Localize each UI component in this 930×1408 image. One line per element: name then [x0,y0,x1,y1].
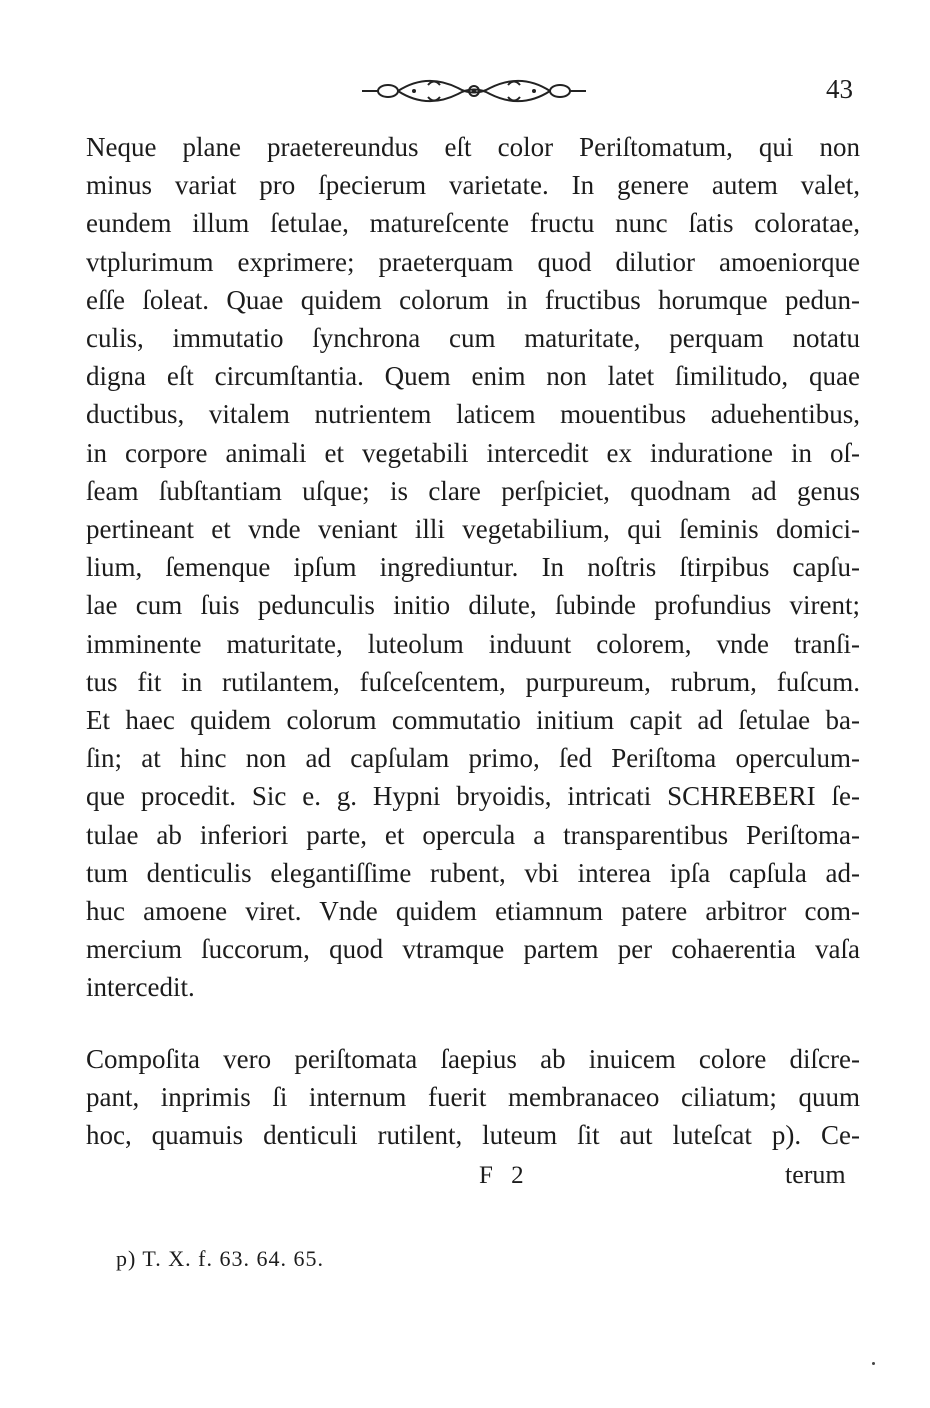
text-line: culis, immutatio ſynchrona cum maturitate, perquam notatu [86,323,860,354]
text-line: ductibus, vitalem nutrientem laticem mouentibus aduehentibus, [86,399,860,430]
text-line: digna eſt circumſtantia. Quem enim non latet ſimilitudo, quae [86,361,860,392]
text-line: tulae ab inferiori parte, et opercula a transparentibus Periſtoma- [86,819,860,850]
text-line: ſeam ſubſtantiam uſque; is clare perſpiciet, quodnam ad genus [86,475,860,506]
text-line: imminente maturitate, luteolum induunt colorem, vnde tranſi- [86,628,860,659]
text-line: mercium ſuccorum, quod vtramque partem per cohaerentia vaſa [86,934,860,965]
ink-speck [872,1362,875,1365]
text-line: in corpore animali et vegetabili intercedit ex induratione in oſ- [86,437,860,468]
text-line: lium, ſemenque ipſum ingrediuntur. In noſtris ſtirpibus capſu- [86,552,860,583]
text-line: que procedit. Sic e. g. Hypni bryoidis, intricati SCHREBERI ſe- [86,781,860,812]
page-number: 43 [826,74,853,104]
text-line: hoc, quamuis denticuli rutilent, luteum ſit aut luteſcat p). Ce- [86,1120,860,1151]
text-line: vtplurimum exprimere; praeterquam quod dilutior amoeniorque [86,246,860,277]
text-line: pant, inprimis ſi internum fuerit membranaceo ciliatum; quum [86,1082,860,1113]
text-line: lae cum ſuis pedunculis initio dilute, ſubinde profundius virent; [86,590,860,621]
signature-mark: F 2 [479,1162,530,1189]
paragraph-2 [86,1040,860,1155]
text-line: ſin; at hinc non ad capſulam primo, ſed Periſtoma operculum- [86,743,860,774]
text-line: eundem illum ſetulae, matureſcente fructu nunc ſatis coloratae, [86,208,860,239]
text-line: intercedit. [86,972,195,1003]
text-line: tum denticulis elegantiſſime rubent, vbi interea ipſa capſula ad- [86,857,860,888]
text-line: tus fit in rutilantem, fuſceſcentem, purpureum, rubrum, fuſcum. [86,666,860,697]
footnote: p) T. X. f. 63. 64. 65. [116,1246,324,1271]
catchword: terum [785,1160,846,1189]
text-line: Neque plane praetereundus eſt color Periſtomatum, qui non [86,132,860,162]
text-line: huc amoene viret. Vnde quidem etiamnum patere arbitror com- [86,896,860,927]
text-line: eſſe ſoleat. Quae quidem colorum in fructibus horumque pedun- [86,284,860,315]
text-line: pertineant et vnde veniant illi vegetabilium, qui ſeminis domici- [86,514,860,545]
text-line: minus variat pro ſpecierum varietate. In genere autem valet, [86,170,860,201]
text-line: Et haec quidem colorum commutatio initium capit ad ſetulae ba- [86,705,860,736]
text-line: Compoſita vero periſtomata ſaepius ab inuicem colore diſcre- [86,1044,860,1074]
printers-ornament-flourish-icon [358,76,590,106]
paragraph-1 [86,128,860,1007]
